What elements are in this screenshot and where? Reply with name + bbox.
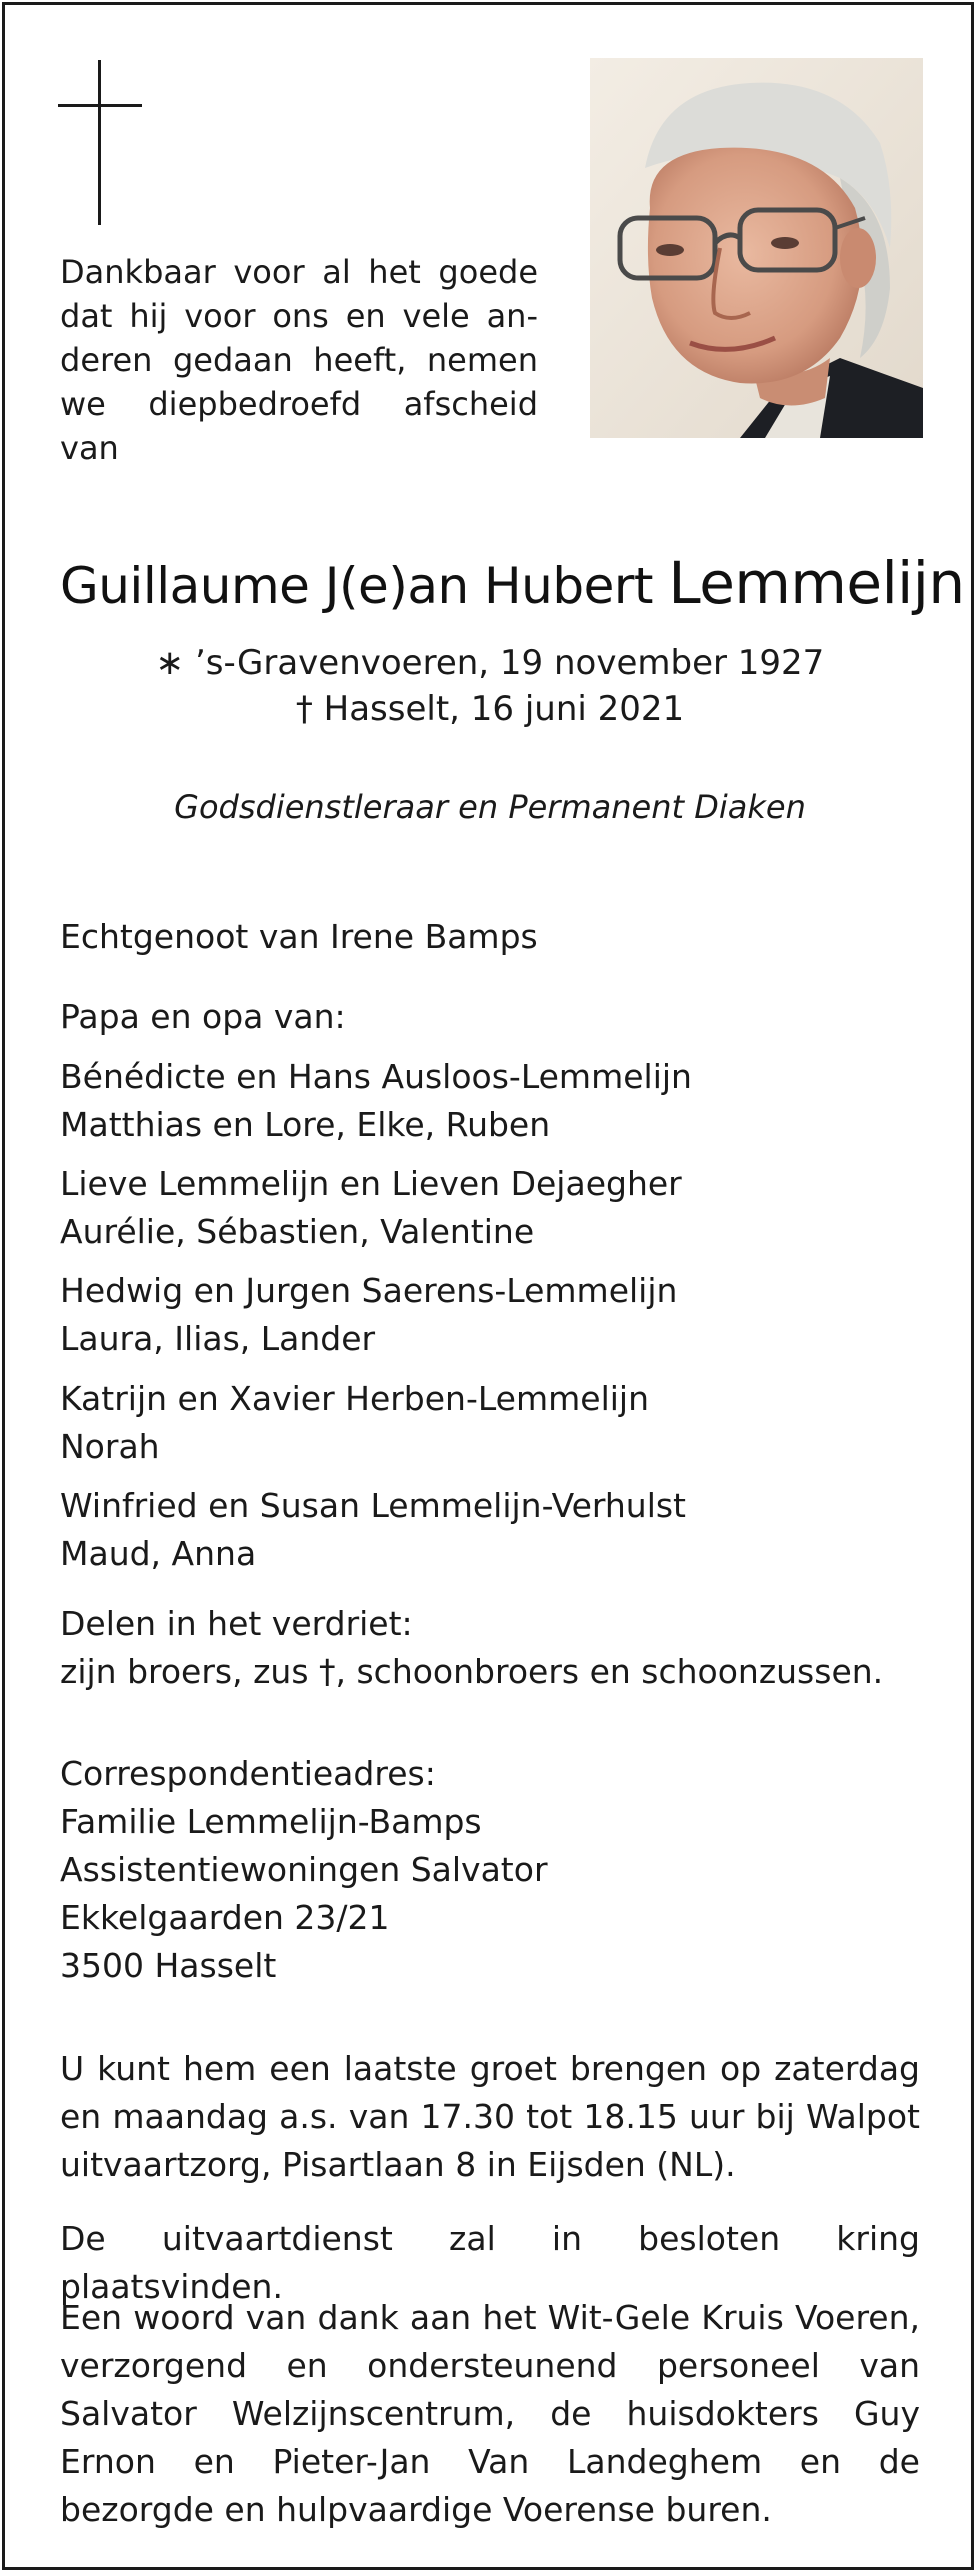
spouse-text: Echtgenoot van Irene Bamps bbox=[60, 917, 538, 956]
children-heading bbox=[60, 993, 920, 1041]
family-grandchildren: Aurélie, Sébastien, Valentine bbox=[60, 1212, 535, 1251]
address-line: 3500 Hasselt bbox=[60, 1946, 277, 1985]
intro-line: we diepbedroefd afscheid van bbox=[60, 385, 538, 467]
family-parents: Lieve Lemmelijn en Lieven Dejaegher bbox=[60, 1164, 682, 1203]
birth-line: ∗ ’s-Gravenvoeren, 19 november 1927 bbox=[155, 643, 825, 683]
life-dates bbox=[60, 640, 920, 732]
surname: Lemmelijn bbox=[668, 549, 965, 617]
intro-text bbox=[60, 250, 538, 470]
thanks-paragraph: Een woord van dank aan het Wit-Gele Kruis Voeren, verzorgend en ondersteunend personeel van Salvator Welzijnscentrum, de huisdokters Guy Ernon en Pieter-Jan Van Landeghem en de bezorgde en hulpvaardige Voerense buren. bbox=[60, 2298, 920, 2529]
family-parents: Katrijn en Xavier Herben-Lemmelijn bbox=[60, 1379, 650, 1418]
sharing-block bbox=[60, 1600, 920, 1696]
address-line: Familie Lemmelijn-Bamps bbox=[60, 1802, 482, 1841]
deceased-name bbox=[60, 548, 965, 621]
intro-line: Dankbaar voor al het goede bbox=[60, 253, 538, 291]
family-grandchildren: Maud, Anna bbox=[60, 1534, 257, 1573]
intro-line: dat hij voor ons en vele an- bbox=[60, 297, 538, 335]
children-heading-text: Papa en opa van: bbox=[60, 997, 346, 1036]
address-line: Assistentiewoningen Salvator bbox=[60, 1850, 548, 1889]
family-parents: Winfried en Susan Lemmelijn-Verhulst bbox=[60, 1486, 687, 1525]
spouse-line bbox=[60, 913, 920, 961]
family-block-1 bbox=[60, 1053, 920, 1149]
occupation: Godsdienstleraar en Permanent Diaken bbox=[174, 788, 806, 826]
portrait-photo bbox=[590, 58, 923, 438]
family-block-2 bbox=[60, 1160, 920, 1256]
service-paragraph: De uitvaartdienst zal in besloten kring plaatsvinden. bbox=[60, 2219, 920, 2306]
sharing-heading: Delen in het verdriet: bbox=[60, 1604, 413, 1643]
family-grandchildren: Norah bbox=[60, 1427, 160, 1466]
family-grandchildren: Laura, Ilias, Lander bbox=[60, 1319, 376, 1358]
cross-icon bbox=[58, 60, 142, 225]
family-block-5 bbox=[60, 1482, 920, 1578]
visitation-paragraph: U kunt hem een laatste groet brengen op zaterdag en maandag a.s. van 17.30 tot 18.15 uur bij Walpot uitvaartzorg, Pisartlaan 8 in Eijsden (NL). bbox=[60, 2049, 920, 2184]
family-block-3 bbox=[60, 1267, 920, 1363]
given-names: Guillaume J(e)an Hubert bbox=[60, 557, 653, 615]
address-line: Ekkelgaarden 23/21 bbox=[60, 1898, 390, 1937]
family-block-4 bbox=[60, 1375, 920, 1471]
correspondence-heading: Correspondentieadres: bbox=[60, 1754, 436, 1793]
sharing-text: zijn broers, zus †, schoonbroers en schoonzussen. bbox=[60, 1652, 884, 1691]
correspondence-block bbox=[60, 1750, 920, 1990]
family-parents: Bénédicte en Hans Ausloos-Lemmelijn bbox=[60, 1057, 692, 1096]
intro-line: deren gedaan heeft, nemen bbox=[60, 341, 538, 379]
family-grandchildren: Matthias en Lore, Elke, Ruben bbox=[60, 1105, 551, 1144]
death-line: † Hasselt, 16 juni 2021 bbox=[295, 689, 685, 729]
family-parents: Hedwig en Jurgen Saerens-Lemmelijn bbox=[60, 1271, 678, 1310]
